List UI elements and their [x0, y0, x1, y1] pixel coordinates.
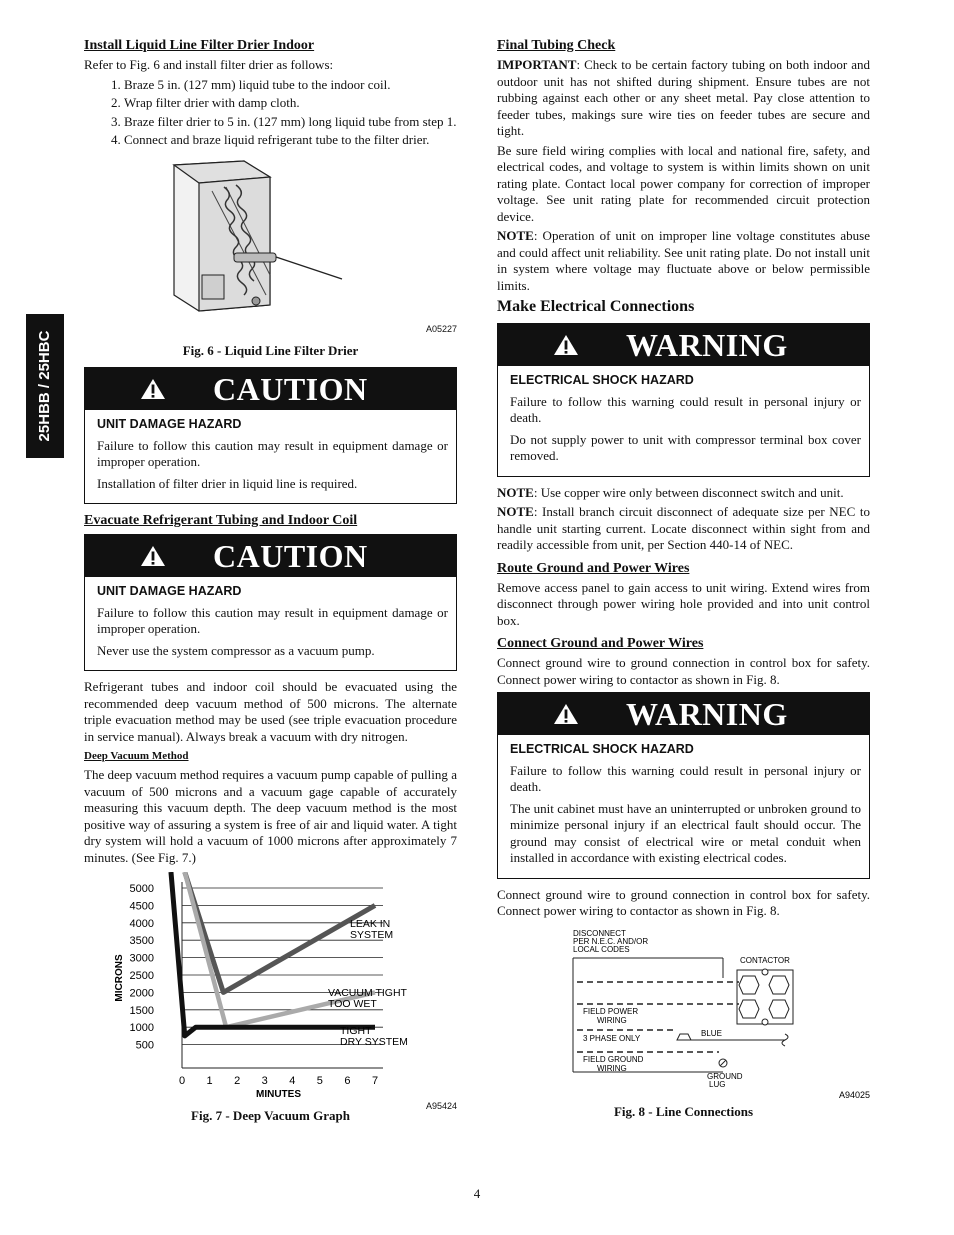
ground-lug-label: GROUND: [707, 1071, 743, 1081]
route-text: Remove access panel to gain access to unit wiring. Extend wires from disconnect through power wiring hole provided and into unit control box.: [497, 579, 870, 628]
warning-box-1: [497, 323, 870, 477]
hazard-text: Never use the system compressor as a vacuum pump.: [97, 642, 375, 658]
warning-word: WARNING: [626, 327, 788, 363]
ground-lug-label: LUG: [709, 1079, 726, 1089]
hazard-text: Failure to follow this warning could result in personal injury or death.: [510, 762, 861, 794]
fig6-code: A05227: [425, 323, 457, 334]
install-step: 2. Wrap filter drier with damp cloth.: [124, 95, 457, 112]
annotation-label: VACUUM TIGHT: [328, 987, 407, 999]
install-step: 3. Braze filter drier to 5 in. (127 mm) long liquid tube from step 1.: [124, 114, 457, 131]
warning-triangle-icon: [133, 378, 173, 400]
y-tick-label: 2500: [129, 970, 154, 982]
annotation-label: DRY SYSTEM: [340, 1036, 408, 1048]
filter-drier-illustration: [84, 155, 457, 327]
y-tick-label: 4500: [129, 900, 154, 913]
x-tick-label: 7: [371, 1075, 379, 1087]
hazard-title: UNIT DAMAGE HAZARD: [97, 584, 242, 598]
note-text: : Operation of unit on improper line voltage constitutes abuse and could affect unit reliability. See unit rating plate. Do not install unit in system where voltage may fluctuate above or below permissible limits.: [497, 228, 870, 293]
note-paragraph: [497, 485, 870, 502]
evacuate-heading: Evacuate Refrigerant Tubing and Indoor Coil: [84, 513, 358, 528]
y-tick-label: 4000: [129, 917, 154, 930]
x-tick-label: 3: [261, 1075, 268, 1087]
route-heading: Route Ground and Power Wires: [497, 560, 690, 576]
note-label: NOTE: [497, 228, 534, 243]
hazard-title: UNIT DAMAGE HAZARD: [97, 417, 242, 431]
note-text: : Use copper wire only between disconnect switch and unit.: [533, 484, 844, 500]
x-tick-label: 1: [206, 1075, 213, 1087]
hazard-text: Failure to follow this caution may result in equipment damage or improper operation.: [97, 437, 448, 469]
warning-triangle-icon: [546, 703, 586, 725]
caution-word: CAUTION: [213, 371, 368, 407]
three-phase-label: 3 PHASE ONLY: [583, 1033, 641, 1043]
side-tab: [26, 314, 64, 458]
deep-vacuum-text: The deep vacuum method requires a vacuum pump capable of pulling a vacuum of 500 microns and a vacuum gage capable of accurately measuring this vacuum depth. The deep vacuum method is the most positive way of assuring a system is free of air and liquid water. A tight dry system will hold a vacuum of 1000 microns after approximately 7 minutes. (See Fig. 7.): [84, 767, 457, 865]
note-label: NOTE: [497, 484, 534, 500]
contactor-label: CONTACTOR: [740, 955, 790, 965]
install-steps: [124, 77, 457, 149]
hazard-text: Failure to follow this caution may result in equipment damage or improper operation.: [97, 604, 448, 636]
connect-text-2: Connect ground wire to ground connection in control box for safety. Connect power wiring to contactor as shown in Fig. 8.: [497, 886, 870, 918]
electrical-heading: Make Electrical Connections: [497, 298, 695, 315]
fig7-code: A95424: [425, 1101, 457, 1111]
series-line: [171, 872, 375, 1036]
important-paragraph: [497, 57, 870, 140]
hazard-title: ELECTRICAL SHOCK HAZARD: [510, 373, 694, 387]
field-ground-label: WIRING: [597, 1063, 627, 1073]
fig8-caption: Fig. 8 - Line Connections: [613, 1103, 754, 1119]
warning-word: WARNING: [626, 696, 788, 732]
fig6-caption: Fig. 6 - Liquid Line Filter Drier: [182, 342, 359, 358]
x-tick-label: 0: [178, 1075, 186, 1087]
fig7-figure: [84, 872, 457, 1110]
warning-triangle-icon: [133, 545, 173, 567]
x-tick-label: 2: [234, 1075, 241, 1087]
annotation-label: TIGHT: [340, 1025, 372, 1037]
warning-header: [498, 324, 869, 366]
left-column: [84, 37, 457, 1133]
disconnect-label: DISCONNECT: [573, 928, 626, 938]
y-tick-label: 1000: [129, 1022, 154, 1035]
final-tubing-heading: Final Tubing Check: [497, 38, 616, 53]
y-axis-label: MICRONS: [114, 954, 125, 1002]
install-step: 4. Connect and braze liquid refrigerant tube to the filter drier.: [124, 132, 457, 149]
hazard-text: The unit cabinet must have an uninterrupted or unbroken ground to minimize personal injury if an electrical fault should occur. The ground may consist of electrical wire or metal conduit when installed in accordance with existing electrical codes.: [510, 800, 861, 865]
disconnect-label: LOCAL CODES: [573, 944, 630, 954]
field-power-label: FIELD POWER: [583, 1006, 639, 1016]
blue-wire-label: BLUE: [701, 1028, 722, 1038]
fig8-code: A94025: [838, 1089, 870, 1100]
note-paragraph: [497, 228, 870, 294]
y-tick-label: 2000: [129, 987, 154, 1000]
install-step: 1. Braze 5 in. (127 mm) liquid tube to the indoor coil.: [124, 77, 457, 94]
important-label: IMPORTANT: [497, 57, 577, 72]
fig6-figure: [84, 155, 457, 334]
deep-vacuum-chart: [84, 872, 457, 1098]
y-tick-label: 1500: [129, 1004, 154, 1017]
important-text: : Check to be certain factory tubing on both indoor and outdoor unit has not shifted during shipment. Ensure tubes are not rubbing against each other or any sheet metal. Pay close attention to feeder tubes, makings sure wire ties on feeder tubes are secure and tight.: [497, 57, 870, 138]
connect-text: Connect ground wire to ground connection in control box for safety. Connect power wiring to contactor as shown in Fig. 8.: [497, 655, 870, 687]
filter-drier-body: [234, 253, 276, 262]
hazard-text: Installation of filter drier in liquid line is required.: [97, 475, 358, 491]
caution-box-1: [84, 367, 457, 504]
field-wiring-text: Be sure field wiring complies with local and national fire, safety, and electrical codes, and voltage to system is within limits shown on unit rating plate. Contact local power company for correction of improper voltage. See unit rating plate for recommended circuit protection device.: [497, 142, 870, 224]
caution-word: CAUTION: [213, 538, 368, 574]
fig7-caption: Fig. 7 - Deep Vacuum Graph: [191, 1108, 350, 1123]
x-tick-label: 5: [316, 1075, 323, 1087]
y-tick-label: 3500: [129, 935, 154, 948]
x-axis-label: MINUTES: [256, 1089, 301, 1098]
warning-header: [498, 693, 869, 735]
evacuate-text: Refrigerant tubes and indoor coil should be evacuated using the recommended deep vacuum method of 500 microns. The alternate triple evacuation method may be used (see triple evacuation procedure in service manual). Always break a vacuum with dry nitrogen.: [84, 679, 457, 744]
annotation-label: SYSTEM: [350, 929, 394, 941]
line-connections-diagram: [497, 924, 870, 1100]
field-ground-label: FIELD GROUND: [583, 1054, 644, 1064]
deep-vacuum-heading: Deep Vacuum Method: [84, 750, 189, 762]
hazard-text: Do not supply power to unit with compressor terminal box cover removed.: [510, 431, 861, 463]
note-paragraph: [497, 504, 870, 554]
caution-header: [85, 535, 456, 577]
page-number: 4: [473, 1186, 481, 1201]
hazard-title: ELECTRICAL SHOCK HAZARD: [510, 742, 694, 756]
y-tick-label: 500: [135, 1039, 154, 1052]
annotation-label: LEAK IN: [350, 918, 391, 930]
install-heading: Install Liquid Line Filter Drier Indoor: [84, 38, 315, 53]
y-tick-label: 5000: [129, 883, 154, 895]
note-text: : Install branch circuit disconnect of adequate size per NEC to handle unit starting current. Locate disconnect within sight from and readily accessible from unit, per Section 440-14 of NEC.: [497, 504, 870, 552]
note-label: NOTE: [497, 504, 534, 519]
connect-heading: Connect Ground and Power Wires: [497, 636, 704, 651]
fig8-figure: [497, 924, 870, 1100]
caution-header: [85, 368, 456, 410]
field-power-label: WIRING: [597, 1015, 627, 1025]
caution-box-2: [84, 534, 457, 671]
x-tick-label: 4: [289, 1075, 296, 1087]
disconnect-label: PER N.E.C. AND/OR: [573, 936, 649, 946]
y-tick-label: 3000: [129, 952, 154, 965]
hazard-text: Failure to follow this warning could result in personal injury or death.: [510, 393, 861, 425]
x-tick-label: 6: [344, 1075, 351, 1087]
right-column: [497, 37, 870, 1128]
warning-triangle-icon: [546, 334, 586, 356]
install-intro: Refer to Fig. 6 and install filter drier as follows:: [84, 57, 334, 72]
warning-box-2: [497, 692, 870, 879]
side-tab-label: 25HBB / 25HBC: [35, 330, 53, 442]
annotation-label: TOO WET: [328, 998, 377, 1010]
